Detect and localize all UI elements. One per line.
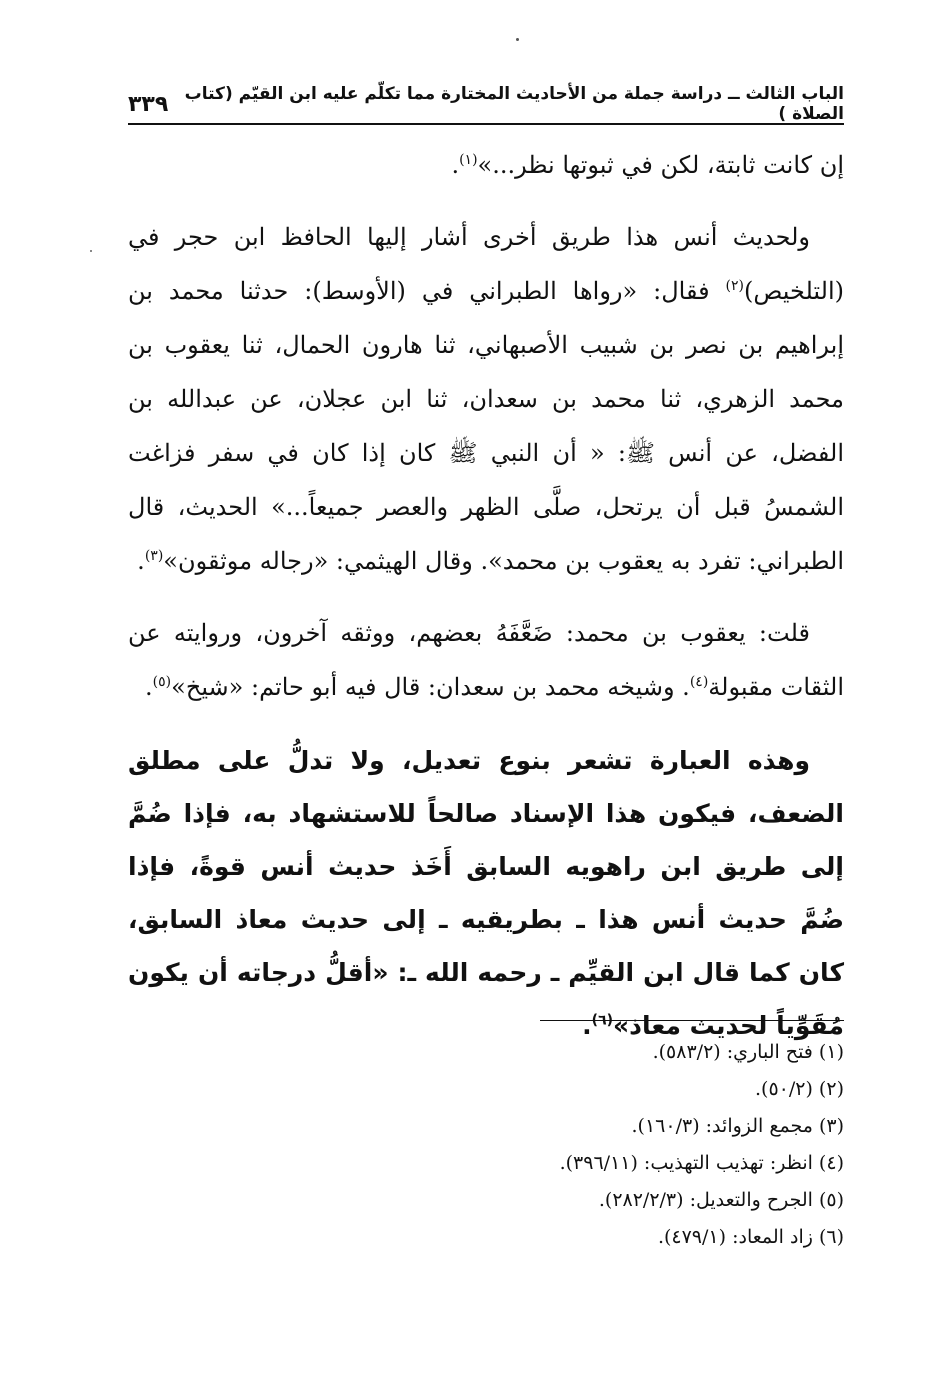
footnotes [300, 1034, 844, 1256]
footnote-ref[interactable]: (٤) [689, 674, 709, 690]
paragraph-4-bold: وهذه العبارة تشعر بنوع تعديل، ولا تدلُّ على مطلق الضعف، فيكون هذا الإسناد صالحاً للاستشهاد به، فإذا ضُمَّ إلى طريق ابن راهويه السابق أَخَذ حديث أنس قوةً، فإذا ضُمَّ حديث أنس هذا ـ بطريقيه ـ إلى حديث معاذ السابق، كان كما قال ابن القيِّم ـ رحمه الله ـ: «أقلُّ درجاته أن يكون مُقَوِّياً لحديث معاذ»$^{(٦)}$. [128, 746, 844, 1040]
footnote-ref[interactable]: (٦) [591, 1012, 614, 1029]
header-rule [128, 123, 844, 125]
footnote-ref[interactable]: (٢) [725, 278, 744, 294]
footnote-item: (٣) مجمع الزوائد: (١٦٠/٣). [631, 1115, 844, 1137]
footnote-item: (٤) انظر: تهذيب التهذيب: (٣٩٦/١١). [559, 1152, 844, 1174]
paragraph-1: إن كانت ثابتة، لكن في ثبوتها نظر...»$^{(١)}$. [451, 151, 844, 179]
footnote-item: (١) فتح الباري: (٥٨٣/٢). [652, 1041, 844, 1063]
footnote-ref[interactable]: (٥) [152, 674, 172, 690]
paragraph-3: قلت: يعقوب بن محمد: ضَعَّفَهُ بعضهم، ووثقه آخرون، وروايته عن الثقات مقبولة$^{(٤)}$. وشيخه محمد بن سعدان: قال فيه أبو حاتم: «شيخ»$^{(٥)}$. [128, 619, 844, 701]
main-text [128, 138, 844, 1052]
footnote-item: (٦) زاد المعاد: (٤٧٩/١). [657, 1226, 844, 1248]
speck [516, 38, 519, 41]
paragraph-2: ولحديث أنس هذا طريق أخرى أشار إليها الحافظ ابن حجر في (التلخيص)$^{(٢)}$ فقال: «رواها الطبراني في (الأوسط): حدثنا محمد بن إبراهيم بن نصر بن شبيب الأصبهاني، ثنا هارون الحمال، ثنا يعقوب بن محمد الزهري، ثنا محمد بن سعدان، ثنا ابن عجلان، عن عبدالله بن الفضل، عن أنس ﷺ: « أن النبي ﷺ كان إذا كان في سفر فزاغت الشمسُ قبل أن يرتحل، صلَّى الظهر والعصر جميعاً...» الحديث، قال الطبراني: تفرد به يعقوب بن محمد». وقال الهيثمي: «رجاله موثقون»$^{(٣)}$. [128, 223, 844, 575]
footnote-ref[interactable]: (٣) [144, 548, 164, 564]
header-title: الباب الثالث ــ دراسة جملة من الأحاديث المختارة مما تكلّم عليه ابن القيّم (كتاب الصلاة ) [184, 84, 844, 124]
footnote-item: (٥) الجرح والتعديل: (٢٨٢/٢/٣). [598, 1189, 844, 1211]
footnote-rule [540, 1020, 844, 1021]
footnote-item: (٢) (٥٠/٢). [755, 1078, 844, 1100]
page-number: ٣٣٩ [128, 91, 169, 117]
speck [90, 250, 92, 252]
footnote-ref[interactable]: (١) [459, 152, 478, 168]
running-header [128, 84, 844, 124]
